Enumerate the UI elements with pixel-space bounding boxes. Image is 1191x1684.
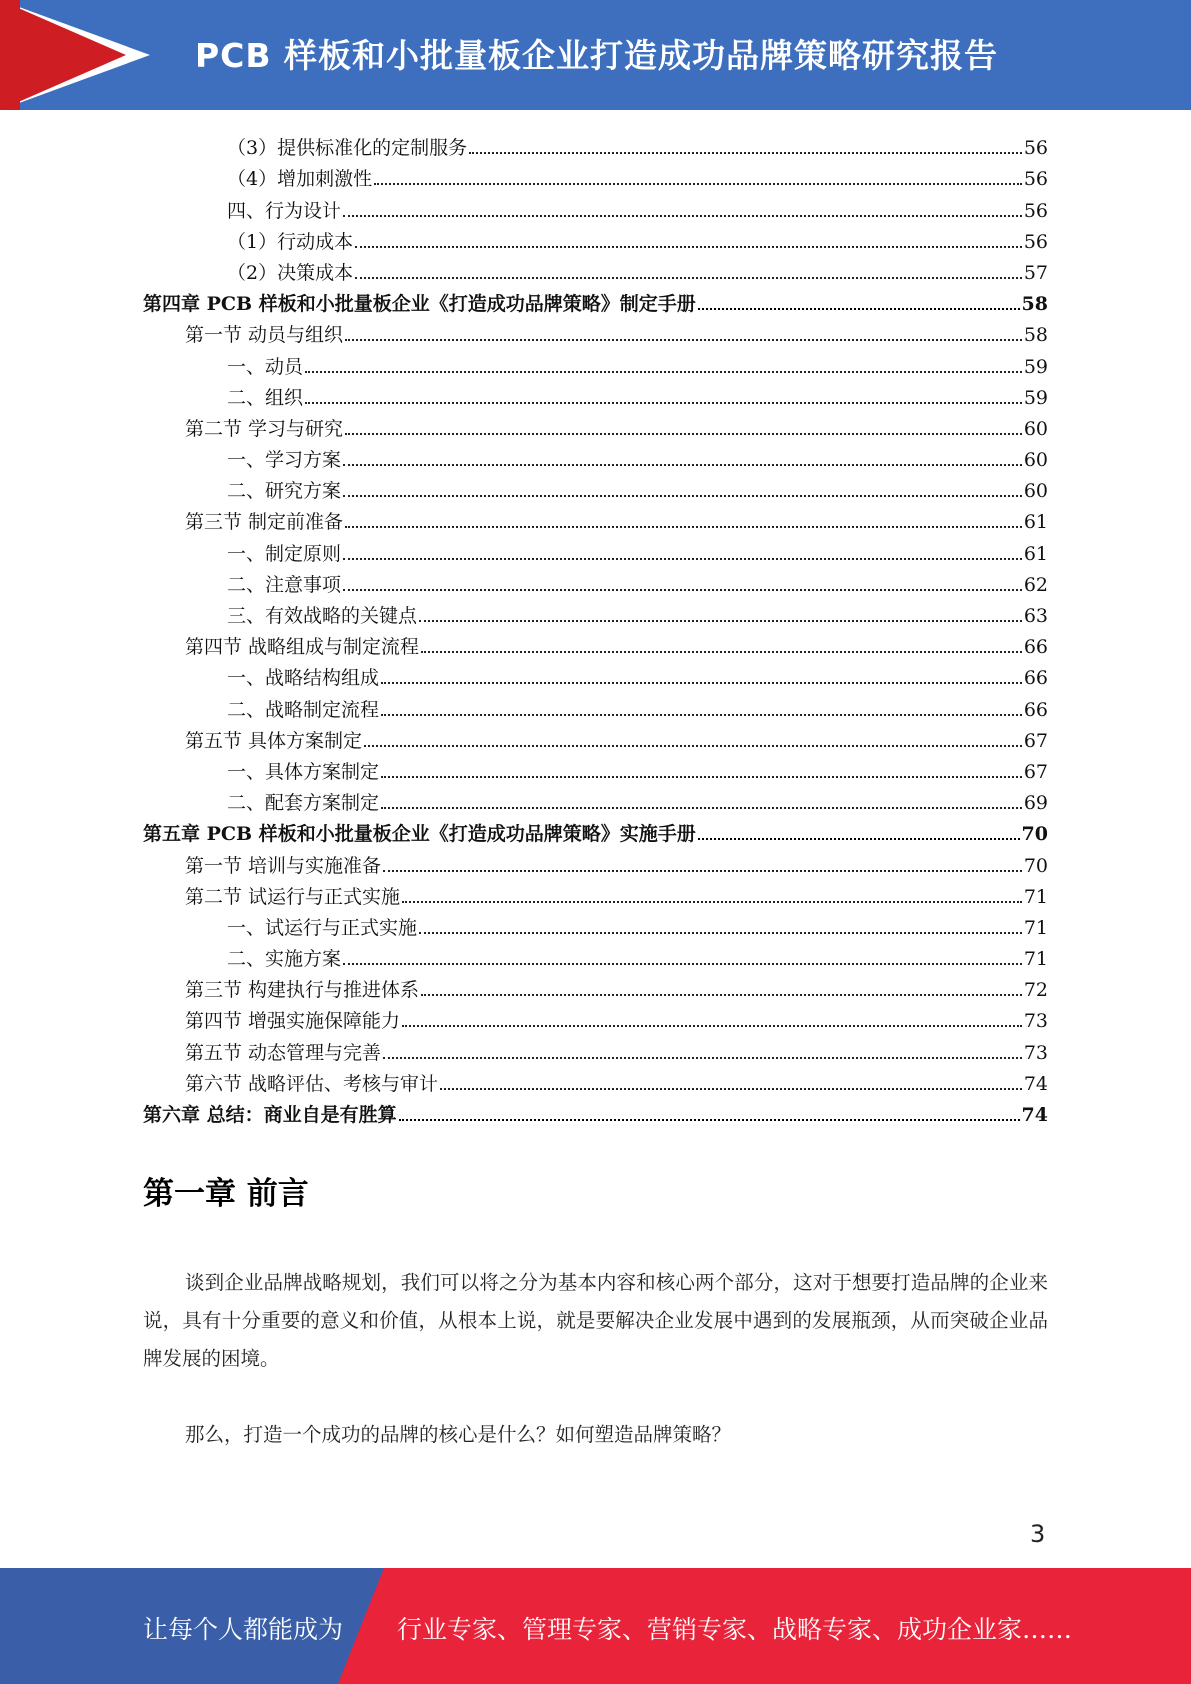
toc-entry[interactable] bbox=[143, 1065, 1048, 1096]
toc-entry-page: 66 bbox=[1023, 698, 1048, 721]
toc-dot-leader bbox=[345, 339, 1022, 341]
toc-entry-label: 第五节 动态管理与完善 bbox=[185, 1041, 382, 1064]
toc-dot-leader bbox=[305, 402, 1022, 404]
toc-entry[interactable] bbox=[143, 441, 1048, 472]
toc-entry-page: 56 bbox=[1023, 230, 1048, 253]
toc-entry-page: 60 bbox=[1023, 449, 1048, 472]
toc-entry-page: 67 bbox=[1023, 760, 1048, 783]
toc-entry[interactable] bbox=[143, 410, 1048, 441]
toc-entry-label: 二、注意事项 bbox=[227, 573, 342, 596]
toc-dot-leader bbox=[343, 963, 1022, 965]
toc-entry-label: 第五节 具体方案制定 bbox=[185, 729, 363, 752]
toc-entry-page: 70 bbox=[1021, 823, 1048, 846]
toc-dot-leader bbox=[419, 932, 1022, 934]
toc-dot-leader bbox=[374, 183, 1022, 185]
toc-entry-page: 70 bbox=[1023, 854, 1048, 877]
toc-entry-label: 二、组织 bbox=[227, 386, 304, 409]
toc-entry[interactable] bbox=[143, 534, 1048, 565]
toc-entry[interactable] bbox=[143, 285, 1048, 316]
toc-entry[interactable] bbox=[143, 909, 1048, 940]
toc-dot-leader bbox=[698, 838, 1020, 840]
toc-entry-page: 71 bbox=[1023, 885, 1048, 908]
toc-dot-leader bbox=[469, 152, 1022, 154]
toc-entry-label: 二、战略制定流程 bbox=[227, 698, 380, 721]
chapter-title: 第一章 前言 bbox=[143, 1176, 309, 1212]
toc-entry[interactable] bbox=[143, 1002, 1048, 1033]
toc-entry-label: 一、学习方案 bbox=[227, 449, 342, 472]
toc-entry-page: 66 bbox=[1023, 667, 1048, 690]
toc-dot-leader bbox=[421, 994, 1022, 996]
toc-entry-page: 56 bbox=[1023, 168, 1048, 191]
footer-slogan-right: 行业专家、管理专家、营销专家、战略专家、成功企业家…… bbox=[397, 1615, 1073, 1644]
toc-dot-leader bbox=[440, 1088, 1022, 1090]
toc-entry[interactable] bbox=[143, 659, 1048, 690]
toc-entry[interactable] bbox=[143, 379, 1048, 410]
toc-entry-label: 四、行为设计 bbox=[227, 199, 342, 222]
toc-entry-label: （1）行动成本 bbox=[227, 230, 354, 253]
toc-entry-label: 三、有效战略的关键点 bbox=[227, 605, 418, 627]
toc-dot-leader bbox=[381, 807, 1022, 809]
toc-entry-label: 第六节 战略评估、考核与审计 bbox=[185, 1072, 439, 1095]
toc-entry-label: 一、具体方案制定 bbox=[227, 760, 380, 783]
toc-entry[interactable] bbox=[143, 1033, 1048, 1064]
toc-entry[interactable] bbox=[143, 1096, 1048, 1127]
toc-entry-page: 69 bbox=[1023, 792, 1048, 815]
toc-dot-leader bbox=[345, 433, 1022, 435]
toc-dot-leader bbox=[343, 215, 1022, 217]
toc-dot-leader bbox=[381, 682, 1022, 684]
toc-entry-page: 72 bbox=[1023, 979, 1048, 1002]
toc-entry-label: 第四章 PCB 样板和小批量板企业《打造成功品牌策略》制定手册 bbox=[143, 293, 696, 316]
toc-entry-label: （2）决策成本 bbox=[227, 261, 354, 284]
toc-dot-leader bbox=[381, 714, 1022, 716]
toc-dot-leader bbox=[343, 589, 1022, 591]
toc-entry-label: 一、试运行与正式实施 bbox=[227, 916, 418, 939]
toc-entry-page: 61 bbox=[1023, 542, 1048, 565]
toc-entry-label: 第二节 学习与研究 bbox=[185, 417, 344, 440]
toc-dot-leader bbox=[343, 558, 1022, 560]
toc-dot-leader bbox=[305, 371, 1022, 373]
toc-entry[interactable] bbox=[143, 597, 1048, 628]
toc-entry-label: 二、实施方案 bbox=[227, 948, 342, 971]
page-header bbox=[0, 0, 1191, 110]
toc-dot-leader bbox=[383, 1057, 1022, 1059]
toc-dot-leader bbox=[343, 464, 1022, 466]
toc-dot-leader bbox=[419, 620, 1022, 622]
toc-entry[interactable] bbox=[143, 753, 1048, 784]
toc-entry-label: 二、研究方案 bbox=[227, 480, 342, 503]
toc-entry[interactable] bbox=[143, 846, 1048, 877]
toc-entry[interactable] bbox=[143, 690, 1048, 721]
toc-entry[interactable] bbox=[143, 722, 1048, 753]
toc-dot-leader bbox=[698, 308, 1020, 310]
toc-entry-page: 59 bbox=[1023, 355, 1048, 378]
toc-entry-page: 62 bbox=[1023, 573, 1048, 596]
toc-entry-page: 71 bbox=[1023, 948, 1048, 971]
toc-dot-leader bbox=[421, 651, 1022, 653]
toc-entry-page: 67 bbox=[1023, 729, 1048, 752]
toc-entry[interactable] bbox=[143, 316, 1048, 347]
toc-entry-label: 第一节 培训与实施准备 bbox=[185, 854, 382, 877]
toc-dot-leader bbox=[355, 246, 1022, 248]
toc-entry-label: 第一节 动员与组织 bbox=[185, 324, 344, 347]
toc-dot-leader bbox=[345, 526, 1022, 528]
toc-entry-label: 一、战略结构组成 bbox=[227, 667, 380, 690]
toc-entry-page: 60 bbox=[1023, 417, 1048, 440]
toc-entry[interactable] bbox=[143, 878, 1048, 909]
footer-slogan-left: 让每个人都能成为 bbox=[143, 1615, 344, 1644]
toc-entry-page: 74 bbox=[1023, 1072, 1048, 1095]
toc-entry[interactable] bbox=[143, 472, 1048, 503]
toc-entry-page: 58 bbox=[1021, 293, 1048, 316]
toc-entry-label: 第三节 构建执行与推进体系 bbox=[185, 979, 420, 1002]
header-arrow-red bbox=[0, 0, 126, 110]
toc-entry[interactable] bbox=[143, 815, 1048, 846]
toc-entry[interactable] bbox=[143, 940, 1048, 971]
toc-entry[interactable] bbox=[143, 254, 1048, 285]
page-number: 3 bbox=[1030, 1520, 1046, 1548]
toc-entry-label: 第四节 增强实施保障能力 bbox=[185, 1010, 401, 1033]
toc-entry[interactable] bbox=[143, 784, 1048, 815]
toc-entry[interactable] bbox=[143, 160, 1048, 191]
toc-entry-label: 第三节 制定前准备 bbox=[185, 511, 344, 534]
toc-entry-label: 第二节 试运行与正式实施 bbox=[185, 885, 401, 908]
toc-entry-page: 56 bbox=[1023, 137, 1048, 160]
toc-entry-page: 71 bbox=[1023, 916, 1048, 939]
toc-entry[interactable] bbox=[143, 191, 1048, 222]
toc-entry[interactable] bbox=[143, 129, 1048, 160]
toc-entry-label: 第六章 总结：商业自是有胜算 bbox=[143, 1104, 397, 1126]
toc-entry-page: 60 bbox=[1023, 480, 1048, 503]
body-paragraph-2: 那么，打造一个成功的品牌的核心是什么？如何塑造品牌策略？ bbox=[185, 1423, 732, 1446]
toc-entry-label: 一、动员 bbox=[227, 355, 304, 378]
toc-entry-label: 第五章 PCB 样板和小批量板企业《打造成功品牌策略》实施手册 bbox=[143, 823, 696, 846]
toc-entry-label: （3）提供标准化的定制服务 bbox=[227, 137, 468, 160]
toc-entry-page: 61 bbox=[1023, 511, 1048, 534]
page-footer bbox=[0, 1568, 1191, 1684]
toc-entry-page: 73 bbox=[1023, 1041, 1048, 1064]
toc-entry-label: 二、配套方案制定 bbox=[227, 792, 380, 815]
toc-entry-page: 57 bbox=[1023, 261, 1048, 284]
toc-dot-leader bbox=[383, 870, 1022, 872]
toc-entry[interactable] bbox=[143, 503, 1048, 534]
toc-entry[interactable] bbox=[143, 628, 1048, 659]
toc-dot-leader bbox=[343, 495, 1022, 497]
table-of-contents bbox=[143, 129, 1048, 1127]
toc-dot-leader bbox=[355, 277, 1022, 279]
toc-entry-page: 56 bbox=[1023, 199, 1048, 222]
toc-entry-page: 74 bbox=[1021, 1104, 1048, 1126]
toc-entry-page: 63 bbox=[1023, 605, 1048, 627]
toc-entry[interactable] bbox=[143, 347, 1048, 378]
toc-entry-page: 73 bbox=[1023, 1010, 1048, 1033]
toc-dot-leader bbox=[402, 901, 1022, 903]
toc-entry[interactable] bbox=[143, 223, 1048, 254]
body-paragraph-1: 谈到企业品牌战略规划，我们可以将之分为基本内容和核心两个部分，这对于想要打造品牌的企业来说，具有十分重要的意义和价值，从根本上说，就是要解决企业发展中遇到的发展瓶颈，从而突破企业品牌发展的困境。 bbox=[143, 1271, 1048, 1370]
toc-entry[interactable] bbox=[143, 566, 1048, 597]
toc-dot-leader bbox=[364, 745, 1022, 747]
toc-entry-page: 58 bbox=[1023, 324, 1048, 347]
toc-dot-leader bbox=[381, 776, 1022, 778]
toc-entry[interactable] bbox=[143, 971, 1048, 1002]
toc-entry-page: 59 bbox=[1023, 386, 1048, 409]
toc-dot-leader bbox=[402, 1025, 1022, 1027]
toc-entry-label: 第四节 战略组成与制定流程 bbox=[185, 636, 420, 659]
toc-entry-label: （4）增加刺激性 bbox=[227, 168, 373, 191]
toc-entry-label: 一、制定原则 bbox=[227, 542, 342, 565]
toc-entry-page: 66 bbox=[1023, 636, 1048, 659]
toc-dot-leader bbox=[399, 1119, 1020, 1121]
report-title: PCB 样板和小批量板企业打造成功品牌策略研究报告 bbox=[195, 36, 999, 75]
